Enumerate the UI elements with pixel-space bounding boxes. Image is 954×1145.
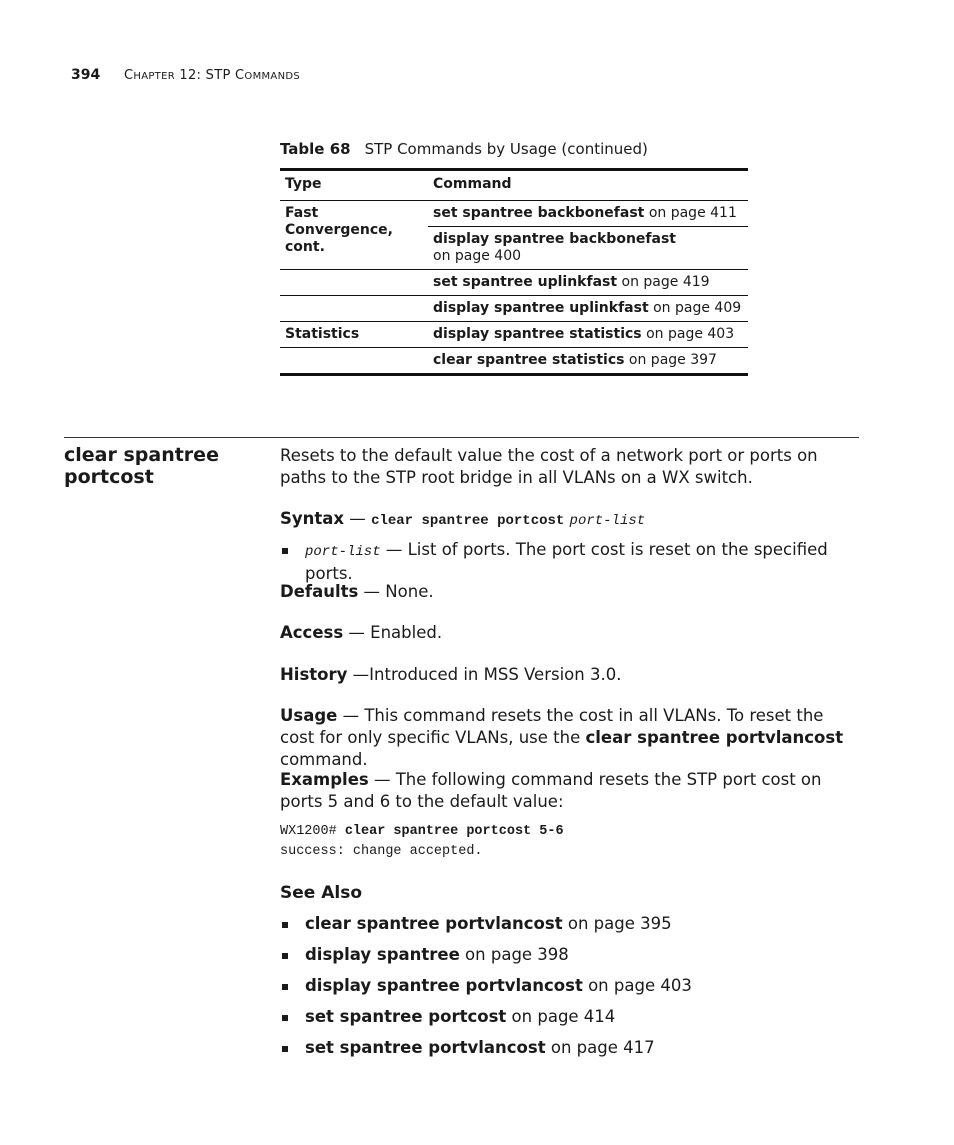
syntax-argument: port-list	[569, 513, 646, 529]
table-row	[280, 270, 748, 296]
type-cell	[280, 348, 428, 375]
defaults-value: — None.	[358, 582, 434, 601]
command-cell	[428, 227, 748, 270]
type-cell: Fast Convergence, cont.	[285, 205, 393, 255]
command-name: display spantree statistics	[433, 326, 642, 342]
page-ref: on page 403	[641, 326, 735, 342]
stp-commands-table	[280, 168, 748, 376]
section-divider	[64, 437, 859, 438]
see-also-item[interactable]	[305, 1006, 615, 1028]
command-cell	[428, 296, 748, 322]
table-row	[280, 296, 748, 322]
code-command-line	[280, 822, 564, 842]
see-also-command[interactable]: display spantree portvlancost	[305, 976, 583, 995]
chapter-number: 12: STP C	[179, 68, 245, 83]
history-label: History	[280, 665, 348, 684]
chapter-title	[124, 68, 300, 83]
see-also-page-ref: on page 414	[506, 1007, 616, 1026]
type-cell: Statistics	[280, 322, 428, 348]
chapter-initial: C	[124, 68, 134, 83]
defaults-label: Defaults	[280, 582, 359, 601]
access-value: — Enabled.	[343, 623, 443, 642]
parameter-description: — List of ports. The port cost is reset on the specified ports.	[305, 540, 828, 583]
code-command: clear spantree portcost 5-6	[344, 824, 564, 839]
see-also-item[interactable]	[305, 1037, 655, 1059]
bullet-icon	[282, 548, 288, 554]
see-also-command[interactable]: set spantree portcost	[305, 1007, 507, 1026]
section-title: clear spantree portcost	[64, 444, 219, 488]
bullet-icon	[282, 922, 288, 928]
see-also-command[interactable]: display spantree	[305, 945, 460, 964]
table-row	[280, 322, 748, 348]
history-value: —Introduced in MSS Version 3.0.	[347, 665, 622, 684]
examples-text: — The following command resets the STP port cost on ports 5 and 6 to the default value:	[280, 770, 822, 811]
command-name: clear spantree statistics	[433, 352, 625, 368]
usage-text-start: — This command resets the cost in all VLANs. To reset the cost for only specific VLANs, use the	[280, 706, 824, 747]
see-also-command[interactable]: set spantree portvlancost	[305, 1038, 546, 1057]
see-also-item[interactable]	[305, 975, 692, 997]
access-label: Access	[280, 623, 344, 642]
defaults-line	[280, 581, 860, 603]
syntax-label: Syntax	[280, 509, 345, 528]
code-output-line: success: change accepted.	[280, 844, 483, 859]
code-example	[280, 822, 564, 862]
column-header-command: Command	[433, 176, 512, 192]
access-line	[280, 622, 860, 644]
see-also-item[interactable]	[305, 944, 569, 966]
table-caption-label: Table 68	[280, 140, 351, 158]
syntax-line	[280, 508, 860, 532]
command-cell	[428, 348, 748, 375]
examples-label: Examples	[280, 770, 369, 789]
see-also-item[interactable]	[305, 913, 672, 935]
chapter-tail: OMMANDS	[244, 71, 301, 82]
command-name: display spantree backbonefast	[433, 231, 676, 247]
page-ref: on page 397	[624, 352, 717, 368]
history-line	[280, 664, 860, 686]
page-number: 394	[71, 67, 101, 83]
parameter-name: port-list	[305, 544, 381, 560]
bullet-icon	[282, 1015, 288, 1021]
table-caption-text: STP Commands by Usage (continued)	[364, 140, 648, 158]
page-ref: on page 419	[617, 274, 710, 290]
see-also-heading: See Also	[280, 883, 363, 903]
command-name: set spantree uplinkfast	[433, 274, 618, 290]
bullet-icon	[282, 1046, 288, 1052]
see-also-page-ref: on page 403	[582, 976, 692, 995]
page-ref: on page 411	[644, 205, 737, 221]
see-also-page-ref: on page 398	[459, 945, 569, 964]
page-ref: on page 400	[433, 248, 522, 264]
command-cell	[428, 270, 748, 296]
type-cell	[280, 270, 428, 296]
examples-paragraph	[280, 769, 860, 813]
table-caption	[280, 140, 648, 158]
bullet-icon	[282, 984, 288, 990]
chapter-word: HAPTER	[133, 71, 175, 82]
command-name: set spantree backbonefast	[433, 205, 645, 221]
command-description: Resets to the default value the cost of a network port or ports on paths to the STP root bridge in all VLANs on a WX switch.	[280, 446, 818, 487]
command-cell	[428, 322, 748, 348]
code-prompt: WX1200#	[280, 824, 345, 839]
table-row	[280, 348, 748, 375]
see-also-page-ref: on page 395	[562, 914, 672, 933]
syntax-command: clear spantree portcost	[371, 513, 565, 529]
command-cell	[428, 201, 748, 227]
see-also-command[interactable]: clear spantree portvlancost	[305, 914, 563, 933]
parameter-item	[305, 539, 865, 585]
usage-command: clear spantree portvlancost	[585, 728, 844, 747]
command-name: display spantree uplinkfast	[433, 300, 649, 316]
table-header-row	[280, 170, 748, 201]
type-cell	[280, 296, 428, 322]
table-row	[280, 201, 748, 227]
usage-label: Usage	[280, 706, 338, 725]
column-header-type: Type	[285, 176, 322, 192]
page-ref: on page 409	[648, 300, 742, 316]
bullet-icon	[282, 953, 288, 959]
see-also-page-ref: on page 417	[545, 1038, 655, 1057]
usage-paragraph	[280, 705, 860, 771]
syntax-dash: —	[344, 509, 372, 528]
usage-text-end: command.	[280, 750, 368, 769]
